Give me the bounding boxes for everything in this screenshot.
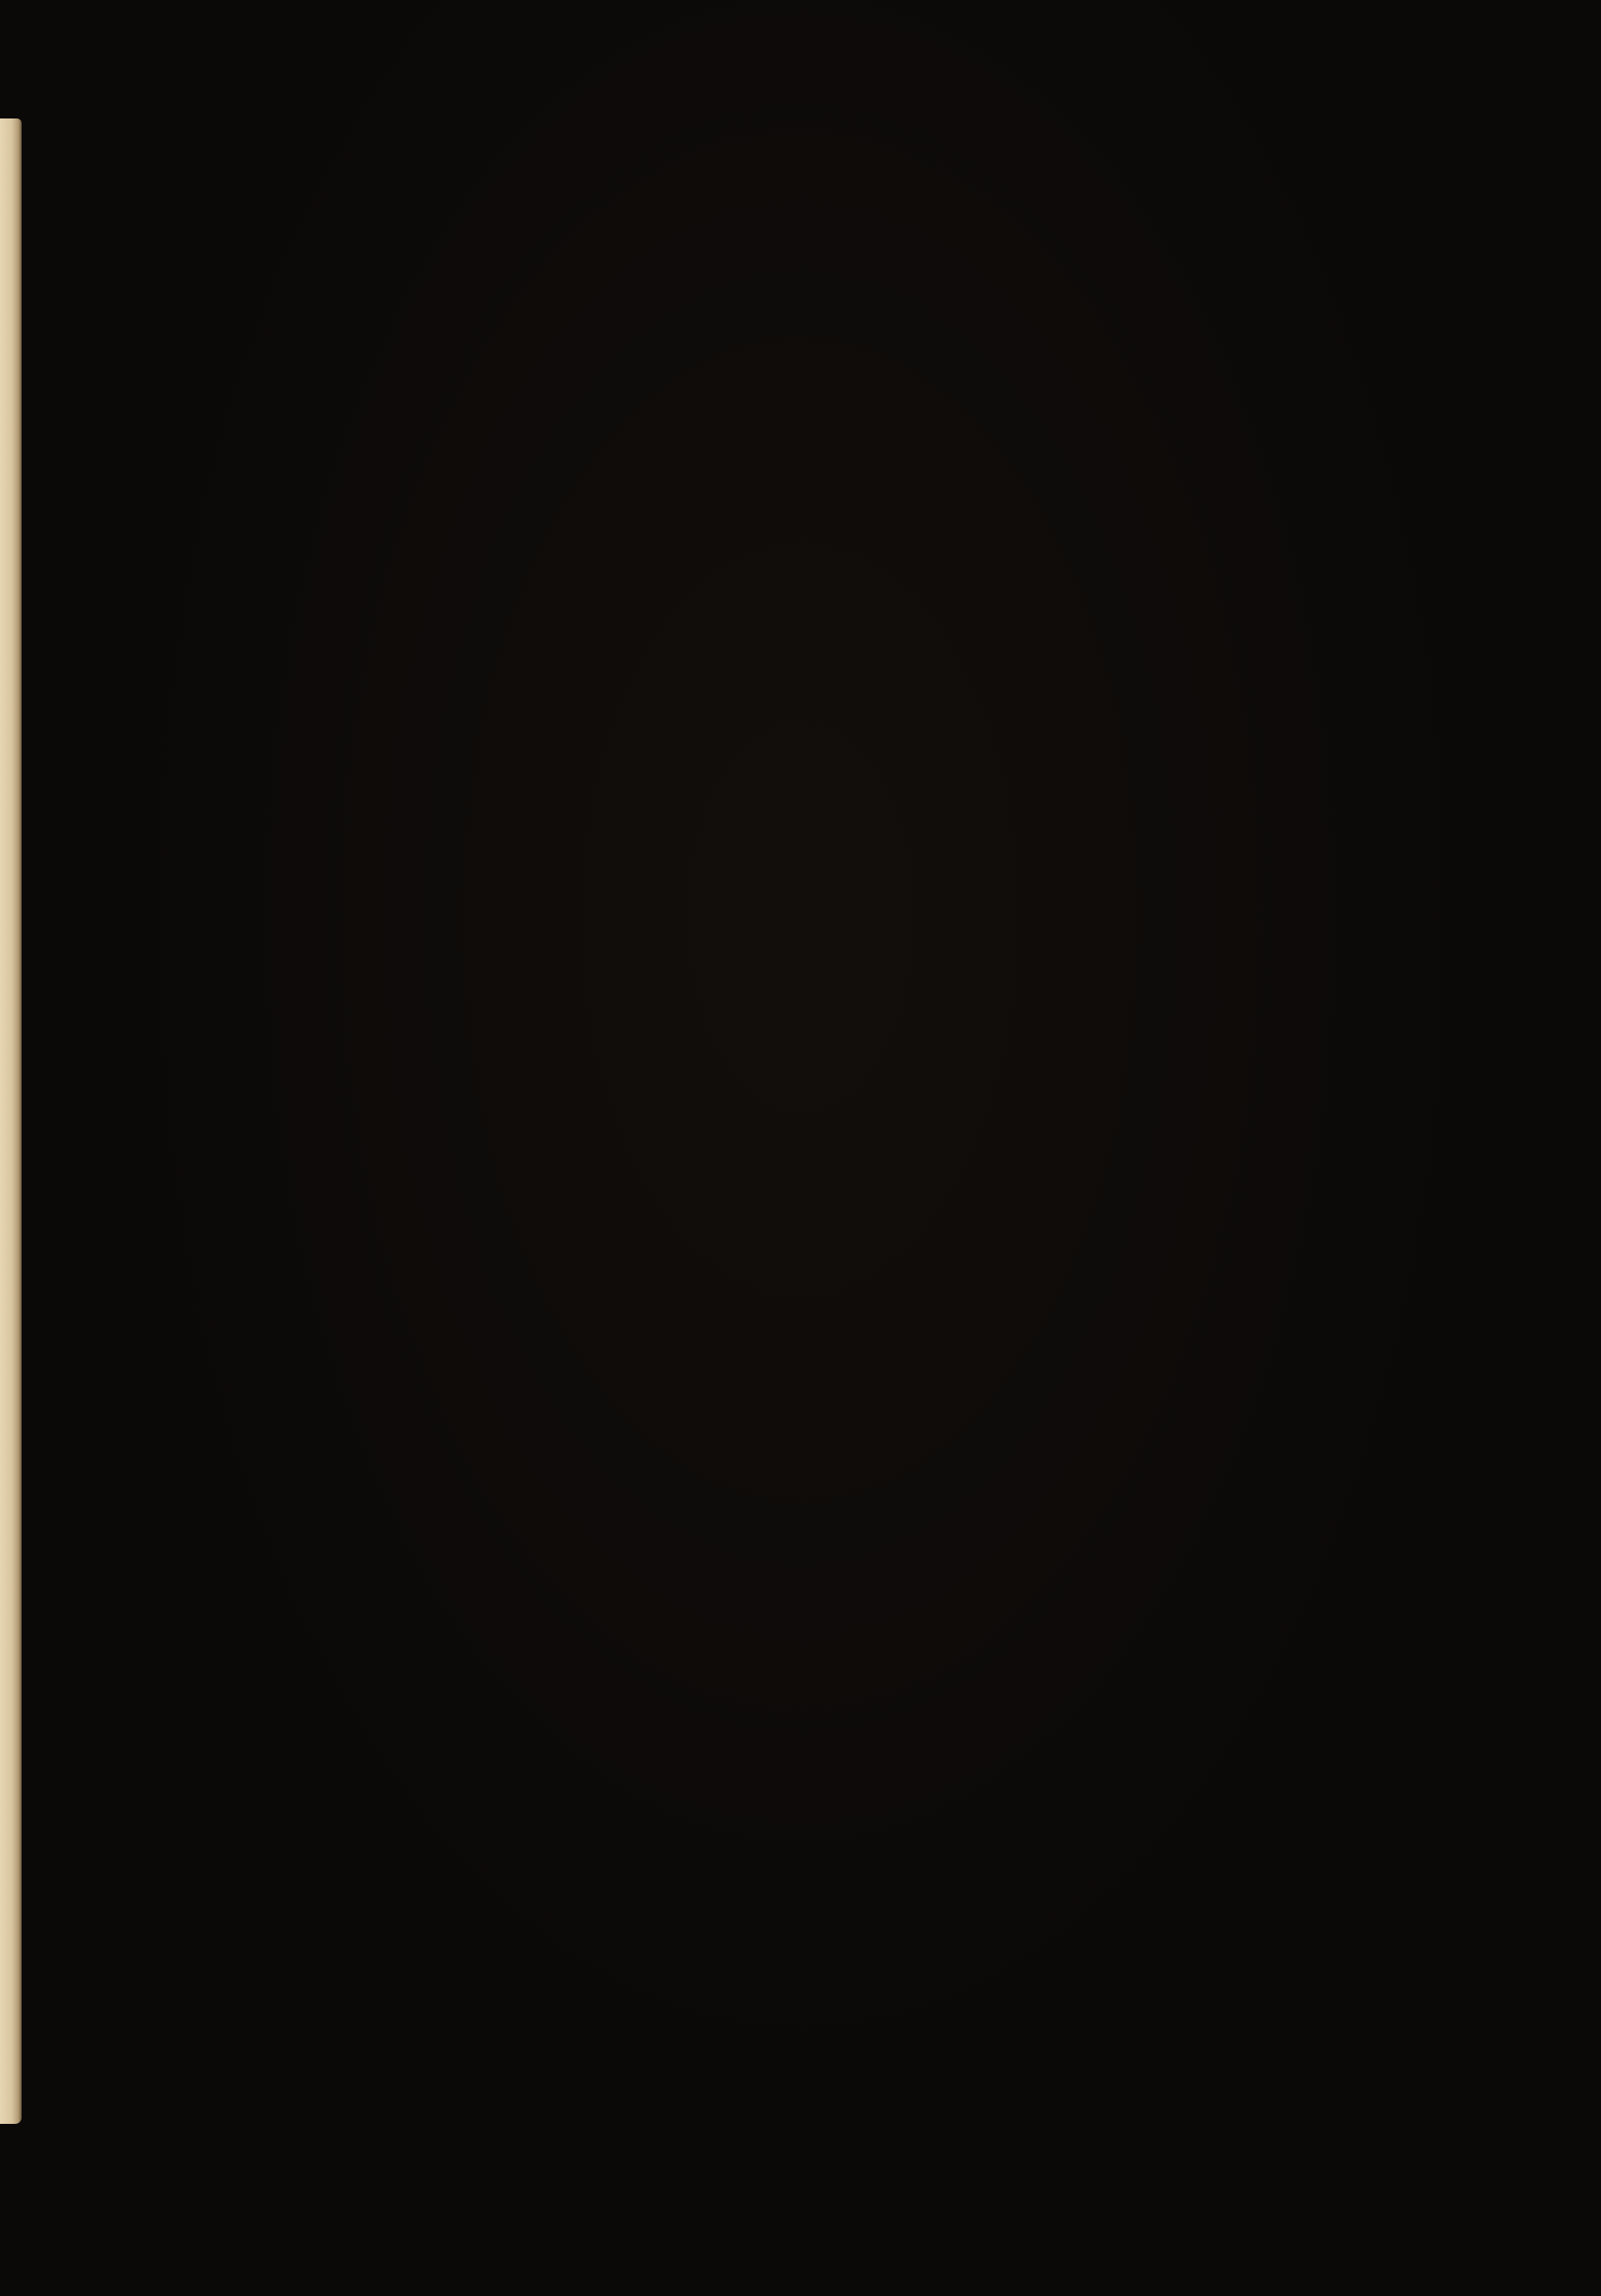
underlying-page-edge <box>0 118 22 2124</box>
page-gap-shadow <box>22 122 46 2121</box>
